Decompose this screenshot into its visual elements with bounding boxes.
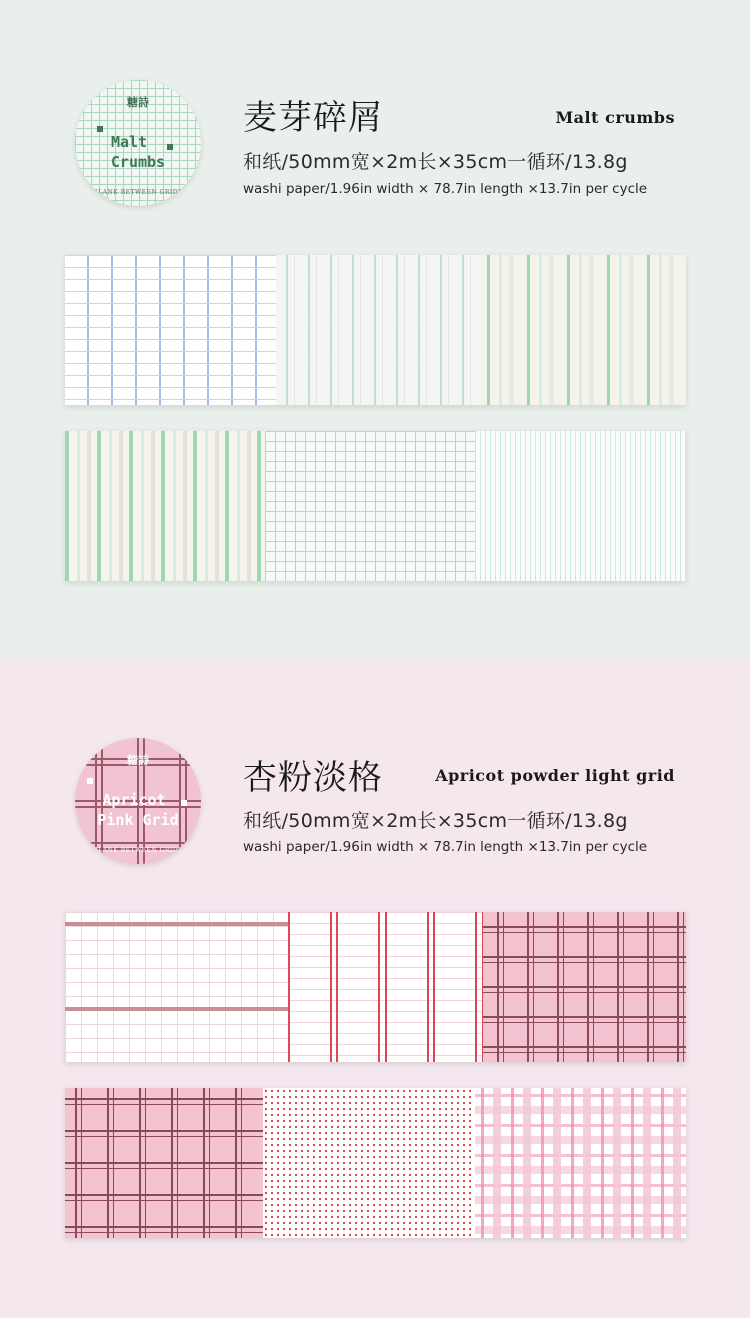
product-section-apricot-pink-grid [0, 658, 750, 1318]
swatch-fine-green-lines [475, 431, 686, 581]
product-badge [75, 738, 201, 864]
swatch-green-grid [265, 431, 475, 581]
product-title-en: Apricot powder light grid [435, 766, 675, 785]
product-spec-en: washi paper/1.96in width × 78.7in length ×13.7in per cycle [243, 181, 648, 197]
badge-curved-text: BLANK BETWEEN GRIDS [93, 189, 183, 196]
swatch-strip-bottom [65, 431, 686, 581]
badge-title [75, 132, 201, 172]
swatch-dotted-green-stripes [276, 255, 481, 405]
badge-title-line1: Apricot [102, 791, 166, 809]
badge-title-line2: Pink Grid [97, 811, 179, 829]
swatch-pink-gingham [475, 1088, 686, 1238]
badge-title [75, 790, 201, 830]
badge-curved-text: BLANK BETWEEN GRIDS [93, 847, 183, 854]
swatch-pink-plaid-2 [65, 1088, 263, 1238]
swatch-red-double-lines [288, 912, 483, 1062]
product-spec-cn: 和纸/50mm宽×2m长×35cm一循环/13.8g [243, 151, 628, 173]
badge-brand-text: 糖詩 [127, 754, 149, 767]
product-badge [75, 80, 201, 206]
swatch-green-stripes [481, 255, 686, 405]
swatch-blue-lined-grid [65, 255, 276, 405]
product-spec-cn: 和纸/50mm宽×2m长×35cm一循环/13.8g [243, 810, 628, 832]
product-section-malt-crumbs [0, 0, 750, 658]
swatch-green-stripes-wide [65, 431, 265, 581]
product-title-en: Malt crumbs [555, 108, 675, 127]
product-spec-en: washi paper/1.96in width × 78.7in length ×13.7in per cycle [243, 839, 648, 855]
swatch-red-dot-grid [263, 1088, 475, 1238]
swatch-strip-top [65, 912, 686, 1062]
badge-brand-text: 糖詩 [127, 96, 149, 109]
badge-title-line2: Crumbs [110, 153, 166, 171]
swatch-strip-bottom [65, 1088, 686, 1238]
product-title-cn: 麦芽碎屑 [243, 98, 383, 138]
square-icon [87, 778, 93, 784]
swatch-strip-top [65, 255, 686, 405]
badge-title-line1: Malt [110, 133, 148, 151]
product-title-cn: 杏粉淡格 [243, 758, 383, 798]
swatch-pink-grid-ledger [65, 912, 288, 1062]
swatch-pink-plaid [483, 912, 686, 1062]
